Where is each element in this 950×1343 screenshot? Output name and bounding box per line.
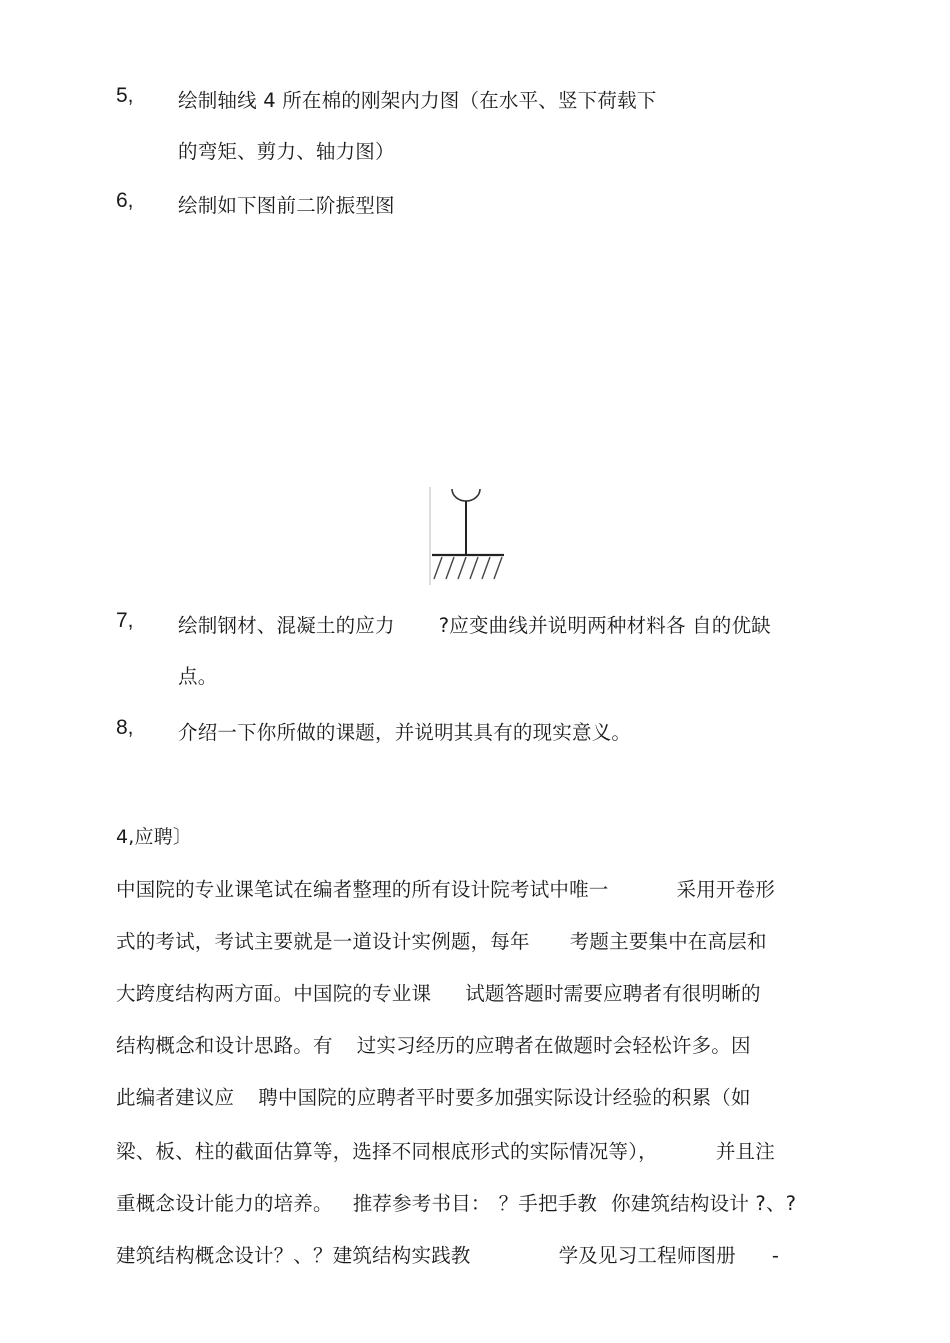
para-2-a: 式的考试，考试主要就是一道设计实例题，每年 <box>116 930 530 953</box>
question-number-7: 7, <box>116 609 134 632</box>
para-6-b: 并且注 <box>715 1140 775 1163</box>
question-8-line-1: 介绍一下你所做的课题，并说明其具有的现实意义。 <box>178 721 632 744</box>
question-5-line-2: 的弯矩、剪力、轴力图） <box>178 140 395 163</box>
paragraph-line-8 <box>116 1240 779 1268</box>
ground-hatching <box>434 557 502 579</box>
question-number-5: 5, <box>116 84 134 107</box>
paragraph-line-4 <box>116 1030 751 1058</box>
paragraph-line-5 <box>116 1082 751 1110</box>
para-4-a: 结构概念和设计思路。有 <box>116 1034 333 1057</box>
question-7-part-b: ?应变曲线并说明两种材料各 自的优缺 <box>438 614 771 637</box>
paragraph-line-3 <box>116 978 761 1006</box>
para-8-c: - <box>771 1244 780 1267</box>
question-number-8: 8, <box>116 716 134 739</box>
paragraph-line-2 <box>116 926 767 954</box>
question-number-6: 6, <box>116 189 134 212</box>
para-1-b: 采用开卷形 <box>676 878 776 901</box>
para-5-a: 此编者建议应 <box>116 1086 235 1109</box>
question-5-line-1: 绘制轴线 4 所在棉的刚架内力图（在水平、竖下荷载下 <box>178 89 657 112</box>
para-2-b: 考题主要集中在高层和 <box>569 930 767 953</box>
cantilever-mass-figure <box>428 487 510 585</box>
para-3-a: 大跨度结构两方面。中国院的专业课 <box>116 982 432 1005</box>
para-5-b: 聘中国院的应聘者平时要多加强实际设计经验的积累（如 <box>258 1086 751 1109</box>
paragraph-line-6 <box>116 1136 775 1164</box>
para-1-a: 中国院的专业课笔试在编者整理的所有设计院考试中唯一 <box>116 878 609 901</box>
para-8-a: 建筑结构概念设计？、？建筑结构实践教 <box>116 1244 471 1267</box>
para-7-d: 你建筑结构设计 ?、? <box>611 1192 797 1215</box>
para-7-a: 重概念设计能力的培养。 <box>116 1192 333 1215</box>
para-8-b: 学及见习工程师图册 <box>558 1244 736 1267</box>
para-7-b: 推荐参考书目： <box>352 1192 491 1215</box>
question-7-line-2: 点。 <box>178 665 218 688</box>
para-3-b: 试题答题时需要应聘者有很明晰的 <box>465 982 761 1005</box>
question-6-line-1: 绘制如下图前二阶振型图 <box>178 194 395 217</box>
paragraph-line-7 <box>116 1188 796 1216</box>
para-7-c: ？手把手教 <box>498 1192 598 1215</box>
mass-arc <box>452 489 480 501</box>
paragraph-line-1 <box>116 874 775 902</box>
para-6-a: 梁、板、柱的截面估算等，选择不同根底形式的实际情况等）， <box>116 1140 658 1163</box>
section-heading: 4,应聘〕 <box>116 826 193 848</box>
para-4-b: 过实习经历的应聘者在做题时会轻松许多。因 <box>356 1034 751 1057</box>
question-7-line-1 <box>178 610 771 638</box>
question-7-part-a: 绘制钢材、混凝土的应力 <box>178 614 395 637</box>
